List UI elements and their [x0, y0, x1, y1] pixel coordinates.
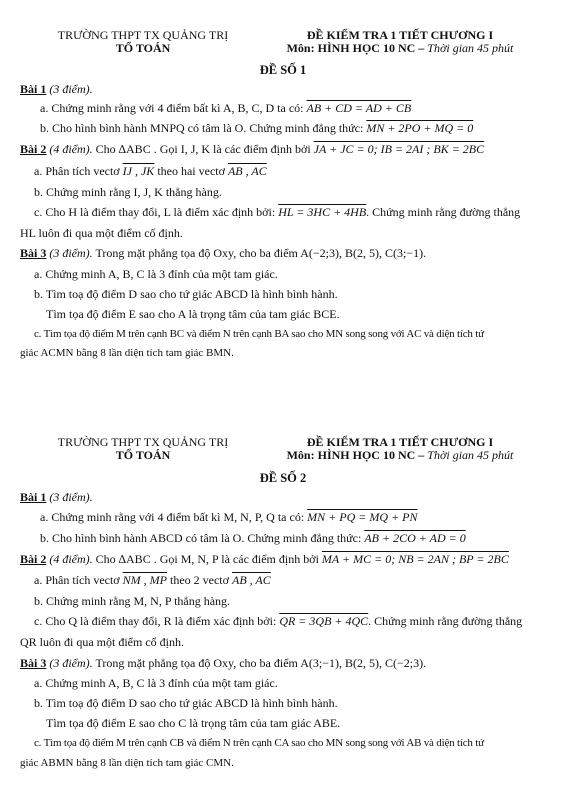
- department-name: TỔ TOÁN: [115, 41, 171, 55]
- problem-3c-continued: giác ABMN bằng 8 lần diện tích tam giác CMN.: [20, 757, 234, 769]
- problem-2c-continued: QR luôn đi qua một điểm cố định.: [20, 635, 184, 649]
- vector-pair: NM , MP: [122, 573, 167, 587]
- problem-text: b. Cho hình bình hành ABCD có tâm là O. Chứng minh đẳng thức:: [40, 531, 365, 545]
- problem-1a: [40, 510, 417, 525]
- subject-label: Môn: HÌNH HỌC 10 NC –: [286, 448, 428, 462]
- problem-2-heading: [20, 552, 509, 567]
- problem-text: c. Cho H là điểm thay đổi, L là điểm xác định bởi:: [34, 205, 279, 219]
- subject-label: Môn: HÌNH HỌC 10 NC –: [286, 41, 428, 55]
- problem-3b: b. Tìm toạ độ điểm D sao cho tứ giác ABCD là hình bình hành.: [34, 696, 338, 710]
- problem-text: c. Cho Q là điểm thay đổi, R là điểm xác định bởi:: [34, 614, 280, 628]
- problem-text: . Chứng minh rằng đường thẳng: [368, 614, 523, 628]
- problem-3c-continued: giác ACMN bằng 8 lần diện tích tam giác BMN.: [20, 347, 234, 359]
- problem-text: Cho ∆ABC . Gọi I, J, K là các điểm định bởi: [92, 142, 314, 156]
- problem-2a: [34, 164, 267, 179]
- vector-equation: JA + JC = 0; IB = 2AI ; BK = 2BC: [313, 142, 485, 156]
- vector-equation: QR = 3QB + 4QC: [279, 614, 369, 628]
- problem-3-heading: [20, 656, 426, 671]
- problem-2b: b. Chứng minh rằng I, J, K thẳng hàng.: [34, 185, 222, 199]
- vector-pair: AB , AC: [231, 573, 271, 587]
- problem-1a: [40, 101, 411, 116]
- exam-code: ĐỀ SỐ 1: [259, 63, 307, 77]
- problem-label: Bài 2: [20, 142, 47, 156]
- problem-1b: [40, 121, 473, 136]
- problem-text: Cho ∆ABC . Gọi M, N, P là các điểm định bởi: [92, 552, 322, 566]
- problem-text: Trong mặt phẳng tọa độ Oxy, cho ba điểm A(−2;3), B(2, 5), C(3;−1).: [92, 246, 427, 260]
- vector-pair: AB , AC: [227, 164, 267, 178]
- vector-equation: HL = 3HC + 4HB: [278, 205, 367, 219]
- problem-2b: b. Chứng minh rằng M, N, P thẳng hàng.: [34, 594, 231, 608]
- problem-3c: c. Tìm tọa độ điểm M trên cạnh CB và điểm N trên cạnh CA sao cho MN song song với AB và diện tích tứ: [34, 737, 484, 749]
- problem-3a: a. Chứng minh A, B, C là 3 đỉnh của một tam giác.: [34, 267, 278, 281]
- problem-2-heading: [20, 142, 484, 157]
- time-limit: Thời gian 45 phút: [427, 41, 514, 55]
- problem-points: (4 điểm).: [46, 552, 93, 566]
- problem-2c-continued: HL luôn đi qua một điểm cố định.: [20, 226, 183, 240]
- problem-1-heading: [20, 82, 93, 97]
- subject-line: [250, 448, 550, 462]
- problem-2a: [34, 573, 271, 588]
- problem-text: a. Phân tích vectơ: [34, 573, 123, 587]
- exam-title: ĐỀ KIỂM TRA 1 TIẾT CHƯƠNG I: [306, 28, 494, 42]
- vector-pair: IJ , JK: [122, 164, 155, 178]
- problem-label: Bài 3: [20, 656, 47, 670]
- problem-1b: [40, 531, 466, 546]
- department-name: TỔ TOÁN: [115, 448, 171, 462]
- problem-text: a. Chứng minh rằng với 4 điểm bất kì M, N, P, Q ta có:: [40, 510, 308, 524]
- exam-code: ĐỀ SỐ 2: [259, 471, 307, 485]
- problem-label: Bài 2: [20, 552, 47, 566]
- problem-3-heading: [20, 246, 426, 261]
- problem-points: (3 điểm).: [46, 490, 93, 504]
- problem-points: (3 điểm).: [46, 246, 93, 260]
- problem-3a: a. Chứng minh A, B, C là 3 đỉnh của một tam giác.: [34, 676, 278, 690]
- vector-equation: MN + 2PO + MQ = 0: [366, 121, 474, 135]
- problem-2c: [34, 205, 520, 220]
- vector-equation: MA + MC = 0; NB = 2AN ; BP = 2BC: [321, 552, 509, 566]
- problem-points: (3 điểm).: [46, 82, 93, 96]
- subject-line: [250, 41, 550, 55]
- exam-title: ĐỀ KIỂM TRA 1 TIẾT CHƯƠNG I: [306, 435, 494, 449]
- problem-label: Bài 3: [20, 246, 47, 260]
- school-name: TRƯỜNG THPT TX QUẢNG TRỊ: [57, 435, 229, 449]
- problem-3b-part2: Tìm tọa độ điểm E sao cho C là trọng tâm của tam giác ABE.: [46, 716, 341, 730]
- vector-equation: AB + 2CO + AD = 0: [364, 531, 466, 545]
- problem-1-heading: [20, 490, 93, 505]
- problem-text: b. Cho hình bình hành MNPQ có tâm là O. Chứng minh đẳng thức:: [40, 121, 367, 135]
- problem-3c: c. Tìm tọa độ điểm M trên cạnh BC và điểm N trên cạnh BA sao cho MN song song với AC và diện tích tứ: [34, 328, 484, 340]
- problem-text: theo hai vectơ: [154, 164, 228, 178]
- problem-text: theo 2 vectơ: [166, 573, 232, 587]
- vector-equation: MN + PQ = MQ + PN: [307, 510, 418, 524]
- vector-equation: AB + CD = AD + CB: [306, 101, 412, 115]
- time-limit: Thời gian 45 phút: [427, 448, 514, 462]
- problem-2c: [34, 614, 522, 629]
- school-name: TRƯỜNG THPT TX QUẢNG TRỊ: [57, 28, 229, 42]
- problem-3b-part2: Tìm tọa độ điểm E sao cho A là trọng tâm của tam giác BCE.: [46, 307, 340, 321]
- problem-text: a. Phân tích vectơ: [34, 164, 123, 178]
- problem-points: (3 điểm).: [46, 656, 93, 670]
- problem-label: Bài 1: [20, 490, 47, 504]
- problem-3b: b. Tìm toạ độ điểm D sao cho tứ giác ABCD là hình bình hành.: [34, 287, 338, 301]
- problem-text: a. Chứng minh rằng với 4 điểm bất kì A, B, C, D ta có:: [40, 101, 307, 115]
- problem-text: . Chứng minh rằng đường thẳng: [366, 205, 521, 219]
- problem-points: (4 điểm).: [46, 142, 93, 156]
- problem-label: Bài 1: [20, 82, 47, 96]
- problem-text: Trong mặt phẳng tọa độ Oxy, cho ba điểm A(3;−1), B(2, 5), C(−2;3).: [92, 656, 427, 670]
